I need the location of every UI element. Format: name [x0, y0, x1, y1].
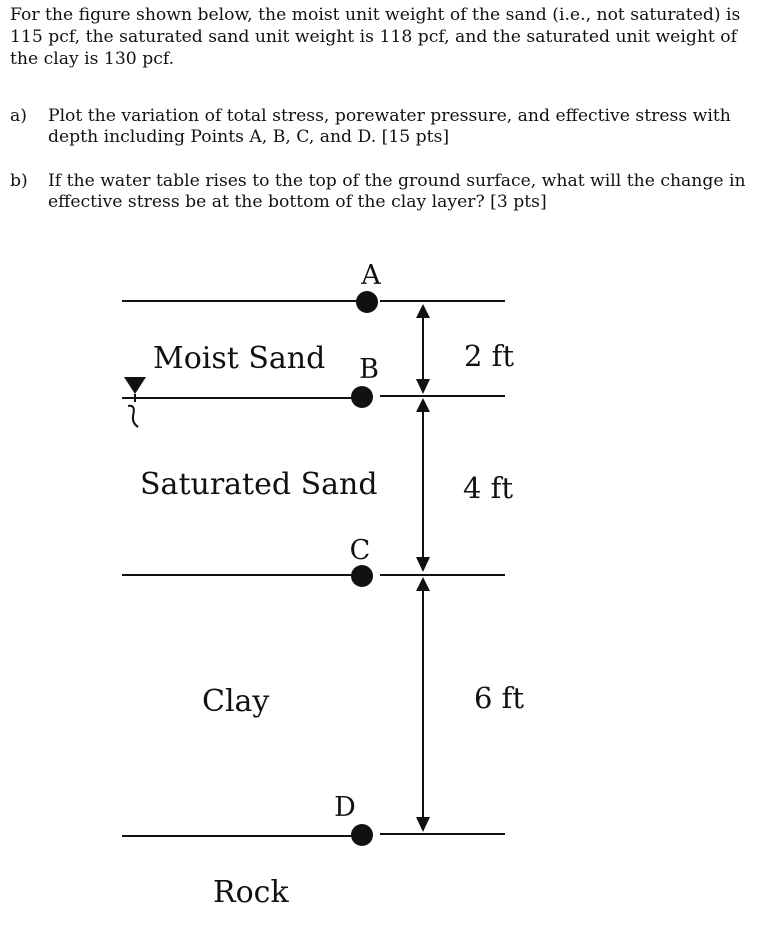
question-a-label: a) — [10, 106, 27, 126]
water-table-symbol-icon — [124, 377, 146, 427]
clay-thickness: 6 ft — [474, 681, 525, 715]
rock-label: Rock — [213, 875, 289, 910]
point-d-label: D — [334, 792, 356, 823]
clay-dimension-arrow-icon — [416, 577, 430, 832]
moist-sand-dimension-arrow-icon — [416, 304, 430, 394]
saturated-sand-label: Saturated Sand — [140, 467, 378, 502]
point-a-label: A — [361, 260, 381, 291]
moist-sand-label: Moist Sand — [153, 341, 326, 376]
question-b-label: b) — [10, 171, 28, 191]
clay-label: Clay — [202, 684, 270, 719]
point-a-marker — [356, 291, 378, 313]
saturated-sand-thickness: 4 ft — [463, 471, 514, 505]
point-d-marker — [351, 824, 373, 846]
saturated-sand-dimension-arrow-icon — [416, 398, 430, 572]
point-c-label: C — [349, 535, 371, 566]
problem-intro: For the figure shown below, the moist unit weight of the sand (i.e., not saturated) is 115 pcf, the saturated sand unit weight is 118 pcf, and the saturated unit weight of the clay is 130 pcf. — [10, 5, 741, 69]
point-b-label: B — [359, 354, 379, 385]
point-b-marker — [351, 386, 373, 408]
moist-sand-thickness: 2 ft — [464, 339, 515, 373]
point-c-marker — [351, 565, 373, 587]
question-b-text: If the water table rises to the top of the ground surface, what will the change in effective stress be at the bottom of the clay layer? [3 pts] — [48, 171, 746, 212]
question-a-text: Plot the variation of total stress, porewater pressure, and effective stress with depth including Points A, B, C, and D. [15 pts] — [48, 106, 731, 147]
